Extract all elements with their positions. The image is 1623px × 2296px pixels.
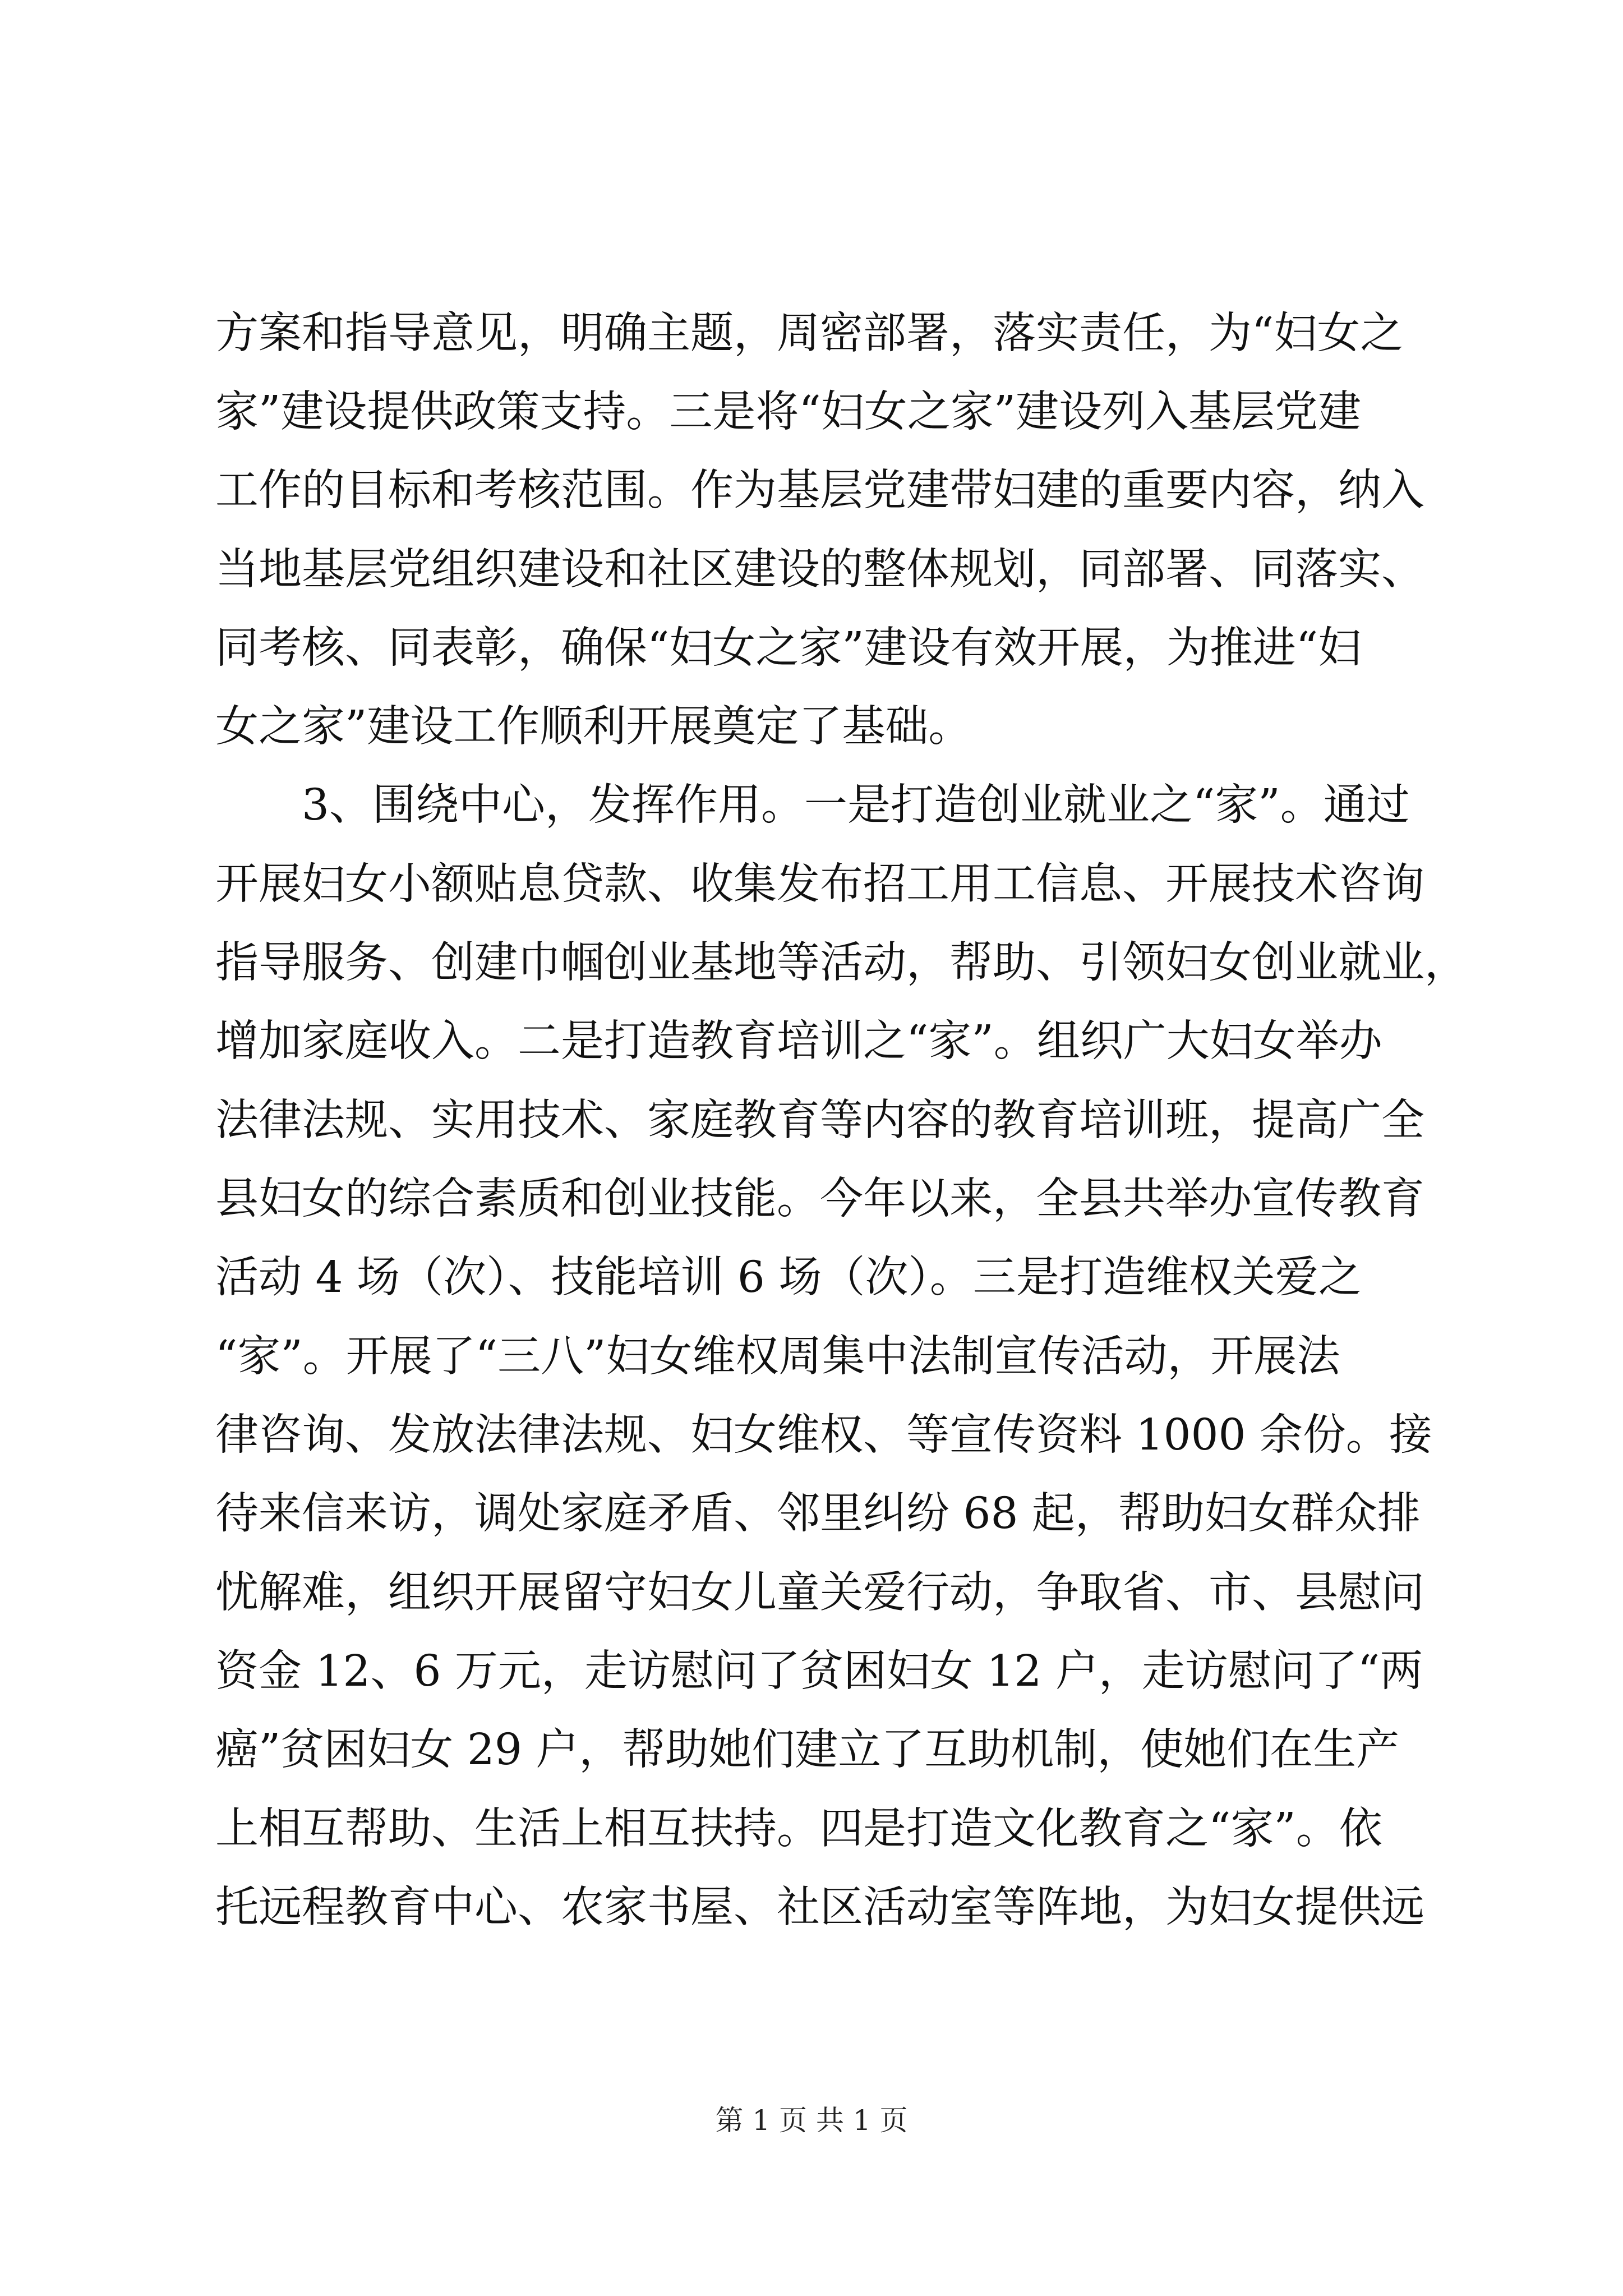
text-line: 当地基层党组织建设和社区建设的整体规划，同部署、同落实、 <box>215 545 1424 595</box>
text-line: 忧解难，组织开展留守妇女儿童关爱行动，争取省、市、县慰问 <box>215 1568 1424 1618</box>
page-footer: 第 1 页 共 1 页 <box>715 2104 908 2137</box>
text-line: 县妇女的综合素质和创业技能。今年以来，全县共举办宣传教育 <box>215 1174 1424 1224</box>
text-line: 工作的目标和考核范围。作为基层党建带妇建的重要内容，纳入 <box>215 466 1424 516</box>
text-line: 同考核、同表彰，确保“妇女之家”建设有效开展，为推进“妇 <box>215 623 1362 673</box>
text-line: 法律法规、实用技术、家庭教育等内容的教育培训班，提高广全 <box>215 1096 1424 1145</box>
text-line: “家”。开展了“三八”妇女维权周集中法制宣传活动，开展法 <box>215 1332 1340 1382</box>
text-line: 托远程教育中心、农家书屋、社区活动室等阵地，为妇女提供远 <box>215 1883 1424 1932</box>
text-line: 癌”贫困妇女 29 户，帮助她们建立了互助机制，使她们在生产 <box>215 1725 1400 1775</box>
text-line: 家”建设提供政策支持。三是将“妇女之家”建设列入基层党建 <box>215 387 1362 437</box>
text-line: 上相互帮助、生活上相互扶持。四是打造文化教育之“家”。依 <box>215 1804 1382 1854</box>
text-line: 增加家庭收入。二是打造教育培训之“家”。组织广大妇女举办 <box>215 1016 1382 1066</box>
text-line: 3、围绕中心，发挥作用。一是打造创业就业之“家”。通过 <box>215 780 1410 830</box>
text-line: 律咨询、发放法律法规、妇女维权、等宣传资料 1000 余份。接 <box>215 1410 1432 1460</box>
text-line: 活动 4 场（次）、技能培训 6 场（次）。三是打造维权关爱之 <box>215 1253 1362 1303</box>
text-line: 方案和指导意见，明确主题，周密部署，落实责任，为“妇女之 <box>215 309 1404 358</box>
text-line: 开展妇女小额贴息贷款、收集发布招工用工信息、开展技术咨询 <box>215 859 1424 909</box>
text-line: 资金 12、6 万元，走访慰问了贫困妇女 12 户，走访慰问了“两 <box>215 1646 1423 1696</box>
text-line: 指导服务、创建巾帼创业基地等活动，帮助、引领妇女创业就业， <box>215 938 1468 988</box>
text-line: 待来信来访，调处家庭矛盾、邻里纠纷 68 起，帮助妇女群众排 <box>215 1489 1421 1539</box>
text-line: 女之家”建设工作顺利开展奠定了基础。 <box>215 702 972 752</box>
